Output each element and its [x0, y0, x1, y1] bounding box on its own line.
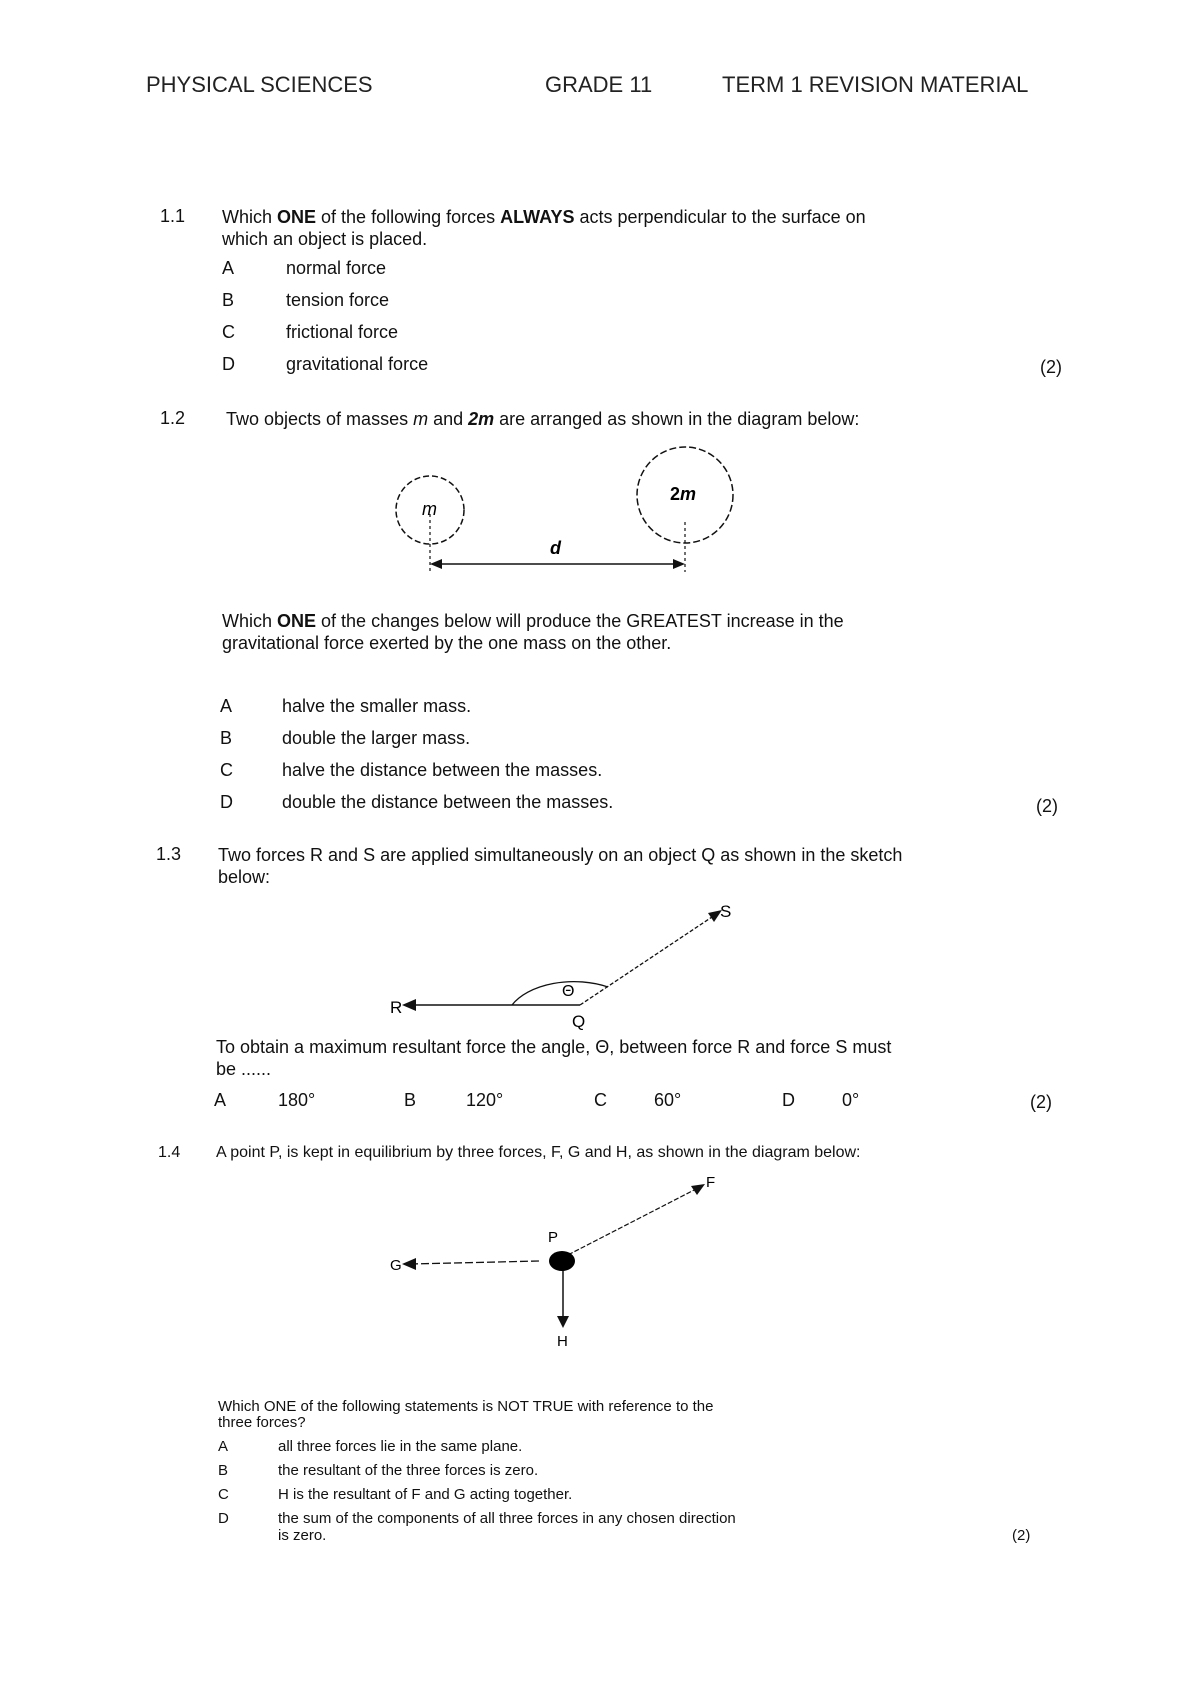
option-letter: A [214, 1090, 227, 1110]
question-number-1-1: 1.1 [160, 206, 186, 226]
prompt-part: of the changes below will produce the GREATEST increase in the [316, 611, 844, 631]
option-letter: B [404, 1090, 417, 1110]
option-letter: B [220, 728, 233, 748]
stem-emphasis-always: ALWAYS [500, 207, 575, 227]
option-letter: C [594, 1090, 607, 1110]
force-g-line [410, 1261, 540, 1264]
large-mass-symbol: m [680, 484, 697, 504]
large-mass-label [670, 484, 696, 504]
marks-1-3: (2) [1030, 1092, 1052, 1112]
option-letter: D [222, 354, 235, 374]
question-1-4-stem: A point P, is kept in equilibrium by three forces, F, G and H, as shown in the diagram below: [216, 1144, 861, 1161]
large-mass-coefficient: 2 [670, 484, 681, 504]
header-grade: GRADE 11 [545, 72, 653, 97]
question-1-3-prompt-line1: To obtain a maximum resultant force the angle, Θ, between force R and force S must [216, 1037, 892, 1057]
option-text: H is the resultant of F and G acting together. [278, 1486, 573, 1503]
option-text: all three forces lie in the same plane. [278, 1438, 523, 1455]
stem-part: and [428, 409, 469, 429]
point-p-label: P [548, 1229, 559, 1246]
option-letter: A [220, 696, 233, 716]
option-text: gravitational force [286, 354, 429, 374]
option-text: normal force [286, 258, 387, 278]
equilibrium-diagram [380, 1170, 720, 1350]
option-text: double the distance between the masses. [282, 792, 614, 812]
stem-emphasis-one: ONE [277, 207, 317, 227]
marks-1-4: (2) [1012, 1527, 1031, 1544]
distance-label: d [550, 538, 561, 558]
object-q-label: Q [572, 1012, 586, 1031]
option-letter: C [220, 760, 233, 780]
forces-r-s-diagram [390, 895, 750, 1030]
option-letter: D [782, 1090, 795, 1110]
option-letter: B [222, 290, 235, 310]
stem-part: Which [222, 207, 278, 227]
question-number-1-4: 1.4 [158, 1144, 181, 1161]
option-text: halve the smaller mass. [282, 696, 472, 716]
option-letter: C [218, 1486, 229, 1503]
question-1-4-prompt-line1: Which ONE of the following statements is NOT TRUE with reference to the [218, 1398, 714, 1415]
question-1-4-prompt-line2: three forces? [218, 1414, 306, 1431]
option-text: the sum of the components of all three forces in any chosen direction [278, 1510, 736, 1527]
option-letter: D [218, 1510, 229, 1527]
distance-arrow-left [430, 559, 442, 569]
marks-1-2: (2) [1036, 796, 1058, 816]
masses-diagram [380, 440, 750, 590]
force-r-label: R [390, 998, 403, 1017]
angle-theta-label: Θ [562, 983, 575, 1000]
question-1-2-prompt-line2: gravitational force exerted by the one mass on the other. [222, 633, 672, 653]
option-text: 120° [466, 1090, 504, 1110]
question-number-1-2: 1.2 [160, 408, 186, 428]
prompt-part: Which [222, 611, 278, 631]
mass-symbol-2m: 2m [468, 409, 495, 429]
question-1-3-stem-line1: Two forces R and S are applied simultaneously on an object Q as shown in the sketch [218, 845, 903, 865]
distance-arrow-right [673, 559, 685, 569]
force-r-arrowhead [402, 999, 416, 1011]
question-1-3-prompt-line2: be ...... [216, 1059, 272, 1079]
force-g-label: G [390, 1257, 402, 1274]
option-letter: A [218, 1438, 229, 1455]
question-1-2-prompt [222, 610, 844, 632]
force-s-label: S [720, 902, 732, 921]
force-g-arrowhead [402, 1258, 416, 1270]
question-1-2-stem [226, 408, 859, 430]
stem-part: are arranged as shown in the diagram below: [494, 409, 860, 429]
option-text: double the larger mass. [282, 728, 471, 748]
option-letter: B [218, 1462, 229, 1479]
option-text: the resultant of the three forces is zero. [278, 1462, 539, 1479]
force-f-line [562, 1188, 698, 1258]
point-p-dot [549, 1251, 575, 1271]
option-text: 180° [278, 1090, 316, 1110]
option-text: tension force [286, 290, 390, 310]
mass-symbol-m: m [413, 409, 429, 429]
option-text: 0° [842, 1090, 860, 1110]
stem-part: Two objects of masses [226, 409, 414, 429]
angle-arc [512, 982, 608, 1005]
prompt-emphasis-one: ONE [277, 611, 317, 631]
question-1-1-stem-line2: which an object is placed. [222, 229, 428, 249]
force-h-label: H [557, 1333, 568, 1350]
header-subject: PHYSICAL SCIENCES [146, 72, 373, 97]
option-letter: C [222, 322, 235, 342]
option-text-continued: is zero. [278, 1527, 327, 1544]
question-1-3-stem-line2: below: [218, 867, 271, 887]
force-f-label: F [706, 1174, 716, 1191]
question-1-1-stem [222, 206, 866, 228]
option-letter: A [222, 258, 235, 278]
stem-part: of the following forces [316, 207, 501, 227]
force-s-line [580, 915, 715, 1005]
force-f-arrowhead [691, 1184, 705, 1195]
option-text: frictional force [286, 322, 399, 342]
option-text: halve the distance between the masses. [282, 760, 603, 780]
marks-1-1: (2) [1040, 357, 1062, 377]
option-letter: D [220, 792, 233, 812]
small-mass-label: m [422, 499, 437, 519]
stem-part: acts perpendicular to the surface on [574, 207, 866, 227]
header-material: TERM 1 REVISION MATERIAL [722, 72, 1029, 97]
force-h-arrowhead [557, 1316, 569, 1328]
question-number-1-3: 1.3 [156, 844, 182, 864]
option-text: 60° [654, 1090, 682, 1110]
